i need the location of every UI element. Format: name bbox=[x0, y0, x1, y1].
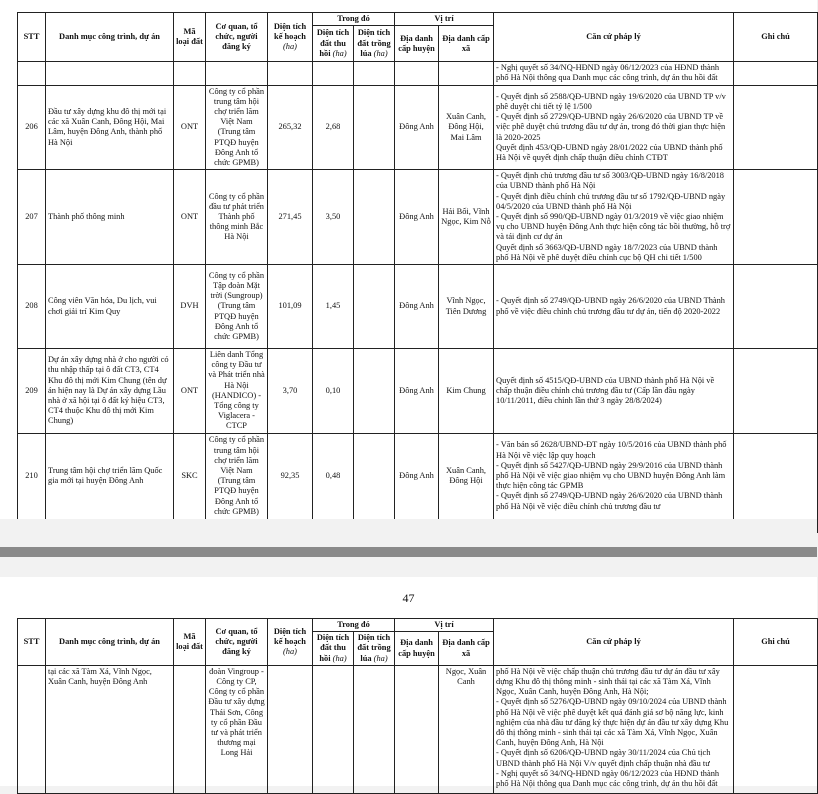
header-project-name: Danh mục công trình, dự án bbox=[46, 13, 174, 62]
note-cell bbox=[734, 433, 818, 519]
note-cell bbox=[734, 349, 818, 434]
rice-area-cell bbox=[354, 665, 395, 793]
legal-basis-line: - Quyết định điều chỉnh chủ trương đầu tư số 1792/QĐ-UBND ngày 04/5/2020 của UBND thành phố Hà Nội bbox=[496, 191, 726, 211]
legal-basis-line: - Văn bản số 2628/UBND-ĐT ngày 10/5/2016 của UBND thành phố Hà Nội về việc lập quy hoạch bbox=[496, 440, 727, 460]
recovered-area-cell bbox=[313, 665, 354, 793]
district-cell: Đông Anh bbox=[395, 85, 439, 170]
table-row bbox=[18, 665, 818, 793]
header-agency: Cơ quan, tổ chức, người đăng ký bbox=[206, 619, 268, 666]
header-commune: Địa danh cấp xã bbox=[439, 632, 494, 666]
header-land-type: Mã loại đất bbox=[174, 619, 206, 666]
note-cell bbox=[734, 170, 818, 265]
header-note: Ghi chú bbox=[734, 619, 818, 666]
area-plan-cell: 92,35 bbox=[268, 433, 313, 519]
stt-cell bbox=[18, 665, 46, 793]
legal-basis-cell bbox=[494, 349, 734, 434]
header-legal-basis: Căn cứ pháp lý bbox=[494, 619, 734, 666]
page-separator bbox=[0, 519, 817, 577]
land-recovery-table-continued bbox=[17, 618, 818, 794]
header-recovered-area: Diện tích đất thu hồi (ha) bbox=[313, 632, 354, 666]
legal-basis-cell: - Nghị quyết số 34/NQ-HĐND ngày 06/12/2023 của HĐND thành phố Hà Nội thông qua Danh mục các công trình, dự án thu hồi đất bbox=[494, 62, 734, 85]
commune-cell: Xuân Canh, Đông Hội bbox=[439, 433, 494, 519]
land-type-cell: ONT bbox=[174, 170, 206, 265]
legal-basis-line: - Quyết định số 6206/QĐ-UBND ngày 30/11/2024 của Chủ tịch UBND thành phố Hà Nội V/v quyết định chấp thuận nhà đầu tư bbox=[496, 748, 711, 768]
land-type-cell: SKC bbox=[174, 433, 206, 519]
header-recovered-area: Diện tích đất thu hồi (ha) bbox=[313, 26, 354, 62]
recovered-area-cell: 2,68 bbox=[313, 85, 354, 170]
table-row bbox=[18, 349, 818, 434]
table-row bbox=[18, 433, 818, 519]
recovered-area-cell: 0,10 bbox=[313, 349, 354, 434]
legal-basis-line: - Quyết định số 2749/QĐ-UBND ngày 26/6/2020 của UBND Thành phố về việc điều chỉnh chủ trương đầu tư dự án, tiến độ 2020-2022 bbox=[496, 296, 725, 316]
header-of-which: Trong đó bbox=[313, 619, 395, 632]
legal-basis-line: - Quyết định số 2729/QĐ-UBND ngày 26/6/2020 của UBND TP về việc phê duyệt chủ trương đầu tư dự án, trong đó thời gian thực hiện là 2020-2025 bbox=[496, 112, 726, 142]
legal-basis-cell bbox=[494, 170, 734, 265]
page-number: 47 bbox=[402, 591, 415, 605]
area-plan-cell: 271,45 bbox=[268, 170, 313, 265]
agency-cell: Công ty cổ phần Tập đoàn Mặt trời (Sungroup) (Trung tâm PTQĐ huyện Đông Anh tổ chức GPMB) bbox=[206, 265, 268, 349]
legal-basis-cell bbox=[494, 265, 734, 349]
header-of-which: Trong đó bbox=[313, 13, 395, 26]
agency-cell: đoàn Vingroup - Công ty CP, Công ty cổ phần Đầu tư xây dựng Thái Sơn, Công ty cổ phần Đầu tư và phát triển thương mại Long Hải bbox=[206, 665, 268, 793]
rice-area-cell bbox=[354, 349, 395, 434]
land-recovery-table bbox=[17, 12, 818, 533]
legal-basis-line: - Quyết định số 2588/QĐ-UBND ngày 19/6/2020 của UBND TP v/v phê duyệt chi tiết tỷ lệ 1/500 bbox=[496, 91, 726, 111]
project-name-cell: Công viên Văn hóa, Du lịch, vui chơi giải trí Kim Quy bbox=[46, 265, 174, 349]
agency-cell: Công ty cổ phần đầu tư phát triển Thành phố thông minh Bắc Hà Nội bbox=[206, 170, 268, 265]
table-row bbox=[18, 265, 818, 349]
project-name-cell: Đầu tư xây dựng khu đô thị mới tại các xã Xuân Canh, Đông Hội, Mai Lâm, huyện Đông Anh, thành phố Hà Nội bbox=[46, 85, 174, 170]
header-stt: STT bbox=[18, 619, 46, 666]
legal-basis-line: - Quyết định số 5276/QĐ-UBND ngày 09/10/2024 của UBND thành phố Hà Nội về việc phê duyệt kết quả đánh giá sơ bộ năng lực, kinh nghiệm của nhà đầu tư đăng ký thực hiện dự án đầu tư xây dựng Khu đô thị thông minh - sinh thái tại các xã Tàm Xá, Vĩnh Ngọc, Xuân Canh, huyện Đông Anh, Hà Nội bbox=[496, 697, 729, 748]
project-name-cell: tại các xã Tàm Xá, Vĩnh Ngọc, Xuân Canh, huyện Đông Anh bbox=[46, 665, 174, 793]
district-cell bbox=[395, 665, 439, 793]
project-name-cell: Dự án xây dựng nhà ở cho người có thu nhập thấp tại ô đất CT3, CT4 Khu đô thị mới Kim Chung (tên dự án hiện nay là Dự án xây dựng Lầu nhà ở xã hội tại ô đất ký hiệu CT3, CT4 thuộc Khu đô thị mới Kim Chung) bbox=[46, 349, 174, 434]
header-district: Địa danh cấp huyện bbox=[395, 26, 439, 62]
table-row bbox=[18, 170, 818, 265]
area-plan-cell bbox=[268, 665, 313, 793]
rice-area-cell bbox=[354, 265, 395, 349]
header-area-plan: Diện tích kế hoạch (ha) bbox=[268, 619, 313, 666]
header-area-plan: Diện tích kế hoạch (ha) bbox=[268, 13, 313, 62]
header-rice-area: Diện tích đất trồng lúa (ha) bbox=[354, 632, 395, 666]
note-cell bbox=[734, 265, 818, 349]
header-location: Vị trí bbox=[395, 13, 494, 26]
district-cell: Đông Anh bbox=[395, 433, 439, 519]
land-type-cell: DVH bbox=[174, 265, 206, 349]
legal-basis-line: - Nghị quyết số 34/NQ-HĐND ngày 06/12/2023 của HĐND thành phố Hà Nội thông qua Danh mục các công trình, dự án thu hồi đất bbox=[496, 768, 720, 789]
commune-cell: Ngọc, Xuân Canh bbox=[439, 665, 494, 793]
commune-cell: Hải Bối, Vĩnh Ngọc, Kim Nỗ bbox=[439, 170, 494, 265]
area-plan-cell: 265,32 bbox=[268, 85, 313, 170]
district-cell: Đông Anh bbox=[395, 170, 439, 265]
stt-cell: 206 bbox=[18, 85, 46, 170]
legal-basis-line: Quyết định 453/QĐ-UBND ngày 28/01/2022 của UBND thành phố Hà Nội về quyết định chấp thuận điều chỉnh CTĐT bbox=[496, 142, 723, 162]
header-land-type: Mã loại đất bbox=[174, 13, 206, 62]
stt-cell: 210 bbox=[18, 433, 46, 519]
legal-basis-line: phố Hà Nội về việc chấp thuận chủ trương đầu tư dự án đầu tư xây dựng Khu đô thị thông minh - sinh thái tại các xã Tàm Xá, Vĩnh Ngọc, Xuân Canh, huyện Đông Anh, Hà Nội; bbox=[496, 666, 720, 697]
agency-cell: Công ty cổ phần trung tâm hội chợ triển lãm Việt Nam (Trung tâm PTQĐ huyện Đông Anh tổ chức GPMB) bbox=[206, 85, 268, 170]
document-page-2 bbox=[0, 577, 817, 789]
header-project-name: Danh mục công trình, dự án bbox=[46, 619, 174, 666]
legal-basis-line: Quyết định số 3663/QĐ-UBND ngày 18/7/2023 của UBND thành phố Hà Nội về phê duyệt điều chỉnh cục bộ QH chi tiết 1/500 bbox=[496, 242, 718, 262]
area-plan-cell: 101,09 bbox=[268, 265, 313, 349]
legal-basis-line: - Quyết định số 5427/QĐ-UBND ngày 29/9/2016 của UBND thành phố Hà Nội về việc giao nhiệm vụ cho UBND huyện Đông Anh làm thực hiện công tác GPMB bbox=[496, 460, 726, 491]
legal-basis-cell bbox=[494, 85, 734, 170]
stt-cell: 207 bbox=[18, 170, 46, 265]
header-location: Vị trí bbox=[395, 619, 494, 632]
rice-area-cell bbox=[354, 433, 395, 519]
project-name-cell: Thành phố thông minh bbox=[46, 170, 174, 265]
table-row-carry-over bbox=[18, 62, 818, 85]
district-cell: Đông Anh bbox=[395, 265, 439, 349]
legal-basis-cell bbox=[494, 433, 734, 519]
stt-cell: 208 bbox=[18, 265, 46, 349]
header-commune: Địa danh cấp xã bbox=[439, 26, 494, 62]
note-cell bbox=[734, 85, 818, 170]
recovered-area-cell: 3,50 bbox=[313, 170, 354, 265]
legal-basis-line: Quyết định số 4515/QĐ-UBND của UBND thành phố Hà Nội về chấp thuận điều chỉnh chủ trương đầu tư (Cấp lần đầu ngày 10/11/2011, điều chỉnh lần thứ 3 ngày 28/8/2024) bbox=[496, 375, 715, 405]
area-plan-cell: 3,70 bbox=[268, 349, 313, 434]
header-stt: STT bbox=[18, 13, 46, 62]
legal-basis-line: - Quyết định số 990/QĐ-UBND ngày 01/3/2019 về việc giao nhiệm vụ cho UBND huyện Đông Anh thực hiện công tác bồi thường, hỗ trợ và tái định cư dự án bbox=[496, 212, 731, 242]
legal-basis-cell bbox=[494, 665, 734, 793]
rice-area-cell bbox=[354, 85, 395, 170]
rice-area-cell bbox=[354, 170, 395, 265]
commune-cell: Vĩnh Ngọc, Tiên Dương bbox=[439, 265, 494, 349]
note-cell bbox=[734, 665, 818, 793]
land-type-cell: ONT bbox=[174, 85, 206, 170]
header-district: Địa danh cấp huyện bbox=[395, 632, 439, 666]
agency-cell: Liên danh Tổng công ty Đầu tư và Phát triển nhà Hà Nội (HANDICO) - Tổng công ty Viglacera - CTCP bbox=[206, 349, 268, 434]
header-rice-area: Diện tích đất trồng lúa (ha) bbox=[354, 26, 395, 62]
commune-cell: Xuân Canh, Đông Hội, Mai Lâm bbox=[439, 85, 494, 170]
agency-cell: Công ty cổ phần trung tâm hội chợ triển lãm Việt Nam (Trung tâm PTQĐ huyện Đông Anh tổ chức GPMB) bbox=[206, 433, 268, 519]
district-cell: Đông Anh bbox=[395, 349, 439, 434]
recovered-area-cell: 1,45 bbox=[313, 265, 354, 349]
stt-cell: 209 bbox=[18, 349, 46, 434]
header-agency: Cơ quan, tổ chức, người đăng ký bbox=[206, 13, 268, 62]
project-name-cell: Trung tâm hội chợ triển lãm Quốc gia mới tại huyện Đông Anh bbox=[46, 433, 174, 519]
land-type-cell bbox=[174, 665, 206, 793]
recovered-area-cell: 0,48 bbox=[313, 433, 354, 519]
land-type-cell: ONT bbox=[174, 349, 206, 434]
header-note: Ghi chú bbox=[734, 13, 818, 62]
legal-basis-line: - Quyết định số 2749/QĐ-UBND ngày 26/6/2020 của UBND thành phố Hà Nội về việc điều chỉnh chủ trương đầu tư bbox=[496, 491, 723, 511]
commune-cell: Kim Chung bbox=[439, 349, 494, 434]
table-row bbox=[18, 85, 818, 170]
header-legal-basis: Căn cứ pháp lý bbox=[494, 13, 734, 62]
legal-basis-line: - Quyết định chủ trương đầu tư số 3003/QĐ-UBND ngày 16/8/2018 của UBND thành phố Hà Nội bbox=[496, 171, 724, 191]
